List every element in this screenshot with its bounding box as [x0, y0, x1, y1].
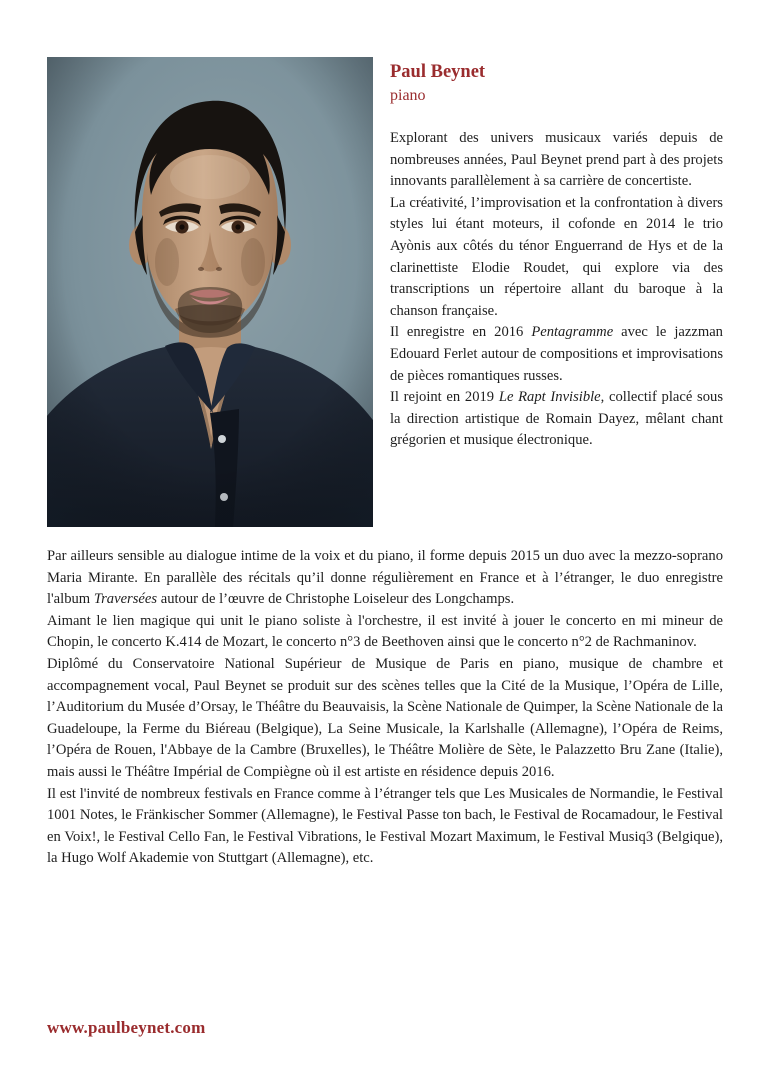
main-paragraph: Diplômé du Conservatoire National Supérieur de Musique de Paris en piano, musique de chambre et accompagnement vocal, Paul Beynet se produit sur des scènes telles que la Cité de la Musique, l’Opéra de Lille, l’Auditorium du Musée d’Orsay, le Théâtre du Beauvaisis, la Scène Nationale de Quimper, la Scène Nationale de la Guadeloupe, la Ferme du Biéreau (Belgique), La Seine Musicale, la Karlshalle (Allemagne), l’Opéra de Reims, l’Opéra de Rouen, l'Abbaye de la Cambre (Bruxelles), le Théâtre Molière de Sète, le Palazzetto Bru Zane (Italie), mais aussi le Théâtre Impérial de Compiègne où il est artiste en résidence depuis 2016. — [47, 655, 723, 780]
bio-paragraph: Explorant des univers musicaux variés depuis de nombreuses années, Paul Beynet prend part à des projets innovants parallèlement à sa carrière de concertiste. — [390, 130, 723, 190]
portrait-illustration — [47, 57, 373, 527]
bio-paragraph: La créativité, l’improvisation et la confrontation à divers styles lui étant moteurs, il cofonde en 2014 le trio Ayònis aux côtés du ténor Enguerrand de Hys et de la clarinettiste Elodie Roudet, qui explore via des transcriptions un répertoire allant du baroque à la chanson française. — [390, 194, 723, 319]
bio-paragraph: Il enregistre en 2016 Pentagramme avec le jazzman Edouard Ferlet autour de compositions et improvisations de pièces romantiques russes. — [390, 324, 723, 384]
main-paragraph: Par ailleurs sensible au dialogue intime de la voix et du piano, il forme depuis 2015 un duo avec la mezzo-soprano Maria Mirante. En parallèle des récitals qu’il donne régulièrement en France et à l’étranger, le duo enregistre l'album Traversées autour de l’œuvre de Christophe Loiseleur des Longchamps. — [47, 548, 723, 608]
bio-column — [390, 61, 723, 452]
main-text-block — [47, 546, 723, 870]
artist-role: piano — [390, 87, 426, 104]
portrait-photo — [47, 57, 373, 527]
bio-paragraph: Il rejoint en 2019 Le Rapt Invisible, collectif placé sous la direction artistique de Romain Dayez, mêlant chant grégorien et musique électronique. — [390, 389, 723, 449]
artist-name: Paul Beynet — [390, 62, 486, 82]
website-link[interactable]: www.paulbeynet.com — [47, 1018, 206, 1037]
main-paragraph: Il est l'invité de nombreux festivals en France comme à l’étranger tels que Les Musicales de Normandie, le Festival 1001 Notes, le Fränkischer Sommer (Allemagne), le Festival Passe ton bach, le Festival de Rocamadour, le Festival en Voix!, le Festival Cello Fan, le Festival Vibrations, le Festival Mozart Maximum, le Festival Musiq3 (Belgique), la Hugo Wolf Akademie von Stuttgart (Allemagne), etc. — [47, 785, 723, 867]
main-paragraph: Aimant le lien magique qui unit le piano soliste à l'orchestre, il est invité à jouer le concerto en mi mineur de Chopin, le concerto K.414 de Mozart, le concerto n°3 de Beethoven ainsi que le concerto n°2 de Rachmaninov. — [47, 612, 723, 651]
bio-text — [390, 128, 723, 452]
